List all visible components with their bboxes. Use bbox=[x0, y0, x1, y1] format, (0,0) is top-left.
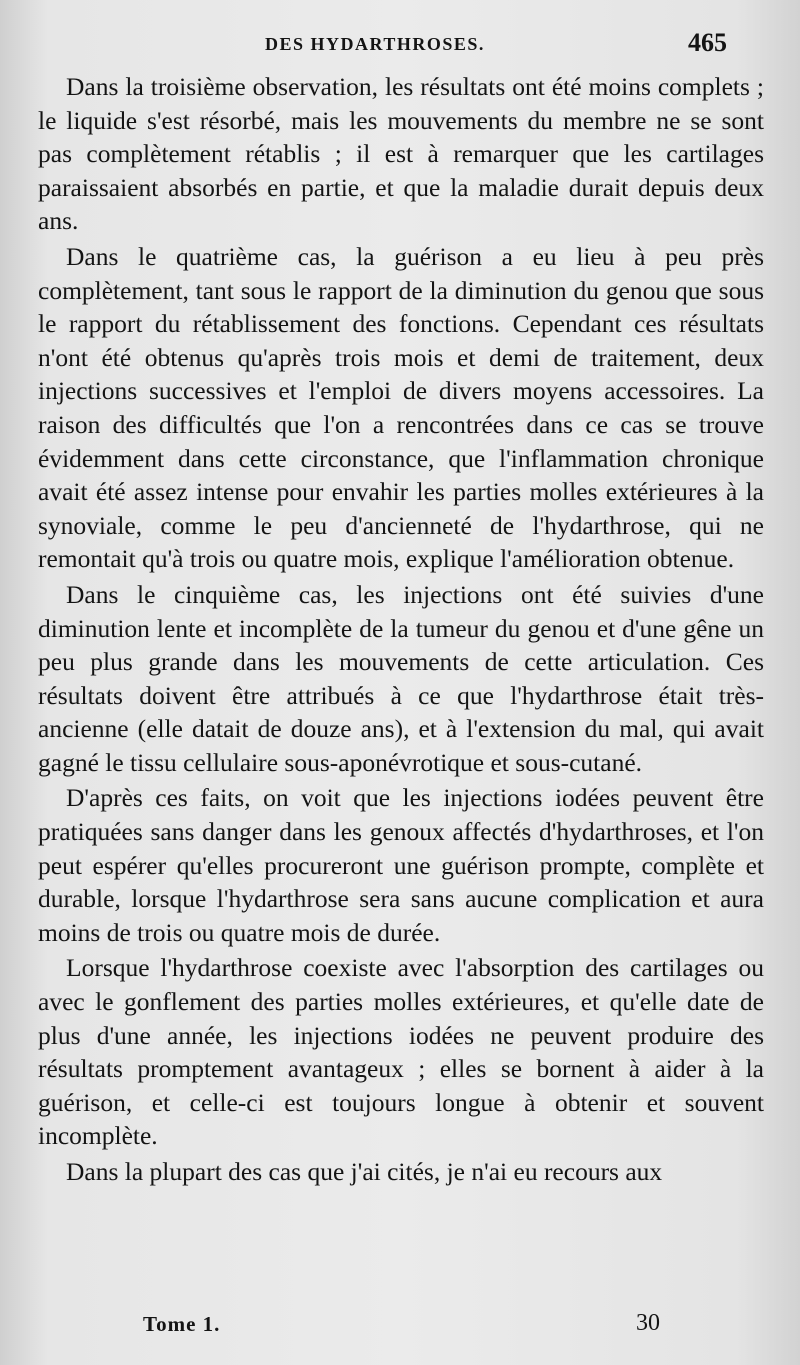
paragraph-fifth-case: Dans le cinquième cas, les injections ont été suivies d'une diminution lente et incomplète de la tumeur du genou et d'une gêne un peu plus grande dans les mouvements de cette articulation. Ces résultats doivent être attribués à ce que l'hydarthrose était très-ancienne (elle datait de douze ans), et à l'extension du mal, qui avait gagné le tissu cellulaire sous-aponévrotique et sous-cutané. bbox=[38, 579, 764, 777]
body-text bbox=[38, 70, 764, 1189]
paragraph-fourth-case: Dans le quatrième cas, la guérison a eu lieu à peu près complètement, tant sous le rapport de la diminution du genou que sous le rapport du rétablissement des fonctions. Cependant ces résultats n'ont été obtenus qu'après trois mois et demi de traitement, deux injections successives et l'emploi de divers moyens accessoires. La raison des difficultés que l'on a rencontrées dans ce cas se trouve évidemment dans cette circonstance, que l'inflammation chronique avait été assez intense pour envahir les parties molles extérieures à la synoviale, comme le peu d'ancienneté de l'hydarthrose, qui ne remontait qu'à trois ou quatre mois, explique l'amélioration obtenue. bbox=[38, 241, 764, 574]
signature-mark: 30 bbox=[636, 1310, 660, 1336]
page-number: 465 bbox=[688, 28, 727, 57]
paragraph-continuation: Dans la plupart des cas que j'ai cités, je n'ai eu recours aux bbox=[66, 1157, 663, 1186]
paragraph-conclusion: D'après ces faits, on voit que les injections iodées peuvent être pratiquées sans danger dans les genoux affectés d'hydarthroses, et l'on peut espérer qu'elles procureront une guérison prompte, complète et durable, lorsque l'hydarthrose sera sans aucune complication et aura moins de trois ou quatre mois de durée. bbox=[38, 783, 764, 947]
page-footer bbox=[0, 1312, 800, 1352]
running-head bbox=[0, 28, 800, 64]
running-title: DES HYDARTHROSES. bbox=[265, 34, 485, 54]
paragraph-complications: Lorsque l'hydarthrose coexiste avec l'absorption des cartilages ou avec le gonflement des parties molles extérieures, et qu'elle date de plus d'une année, les injections iodées ne peuvent produire des résultats promptement avantageux ; elles se bornent à aider à la guérison, et celle-ci est toujours longue à obtenir et souvent incomplète. bbox=[38, 953, 764, 1151]
volume-label: Tome 1. bbox=[143, 1312, 221, 1336]
paragraph-third-observation: Dans la troisième observation, les résultats ont été moins complets ; le liquide s'est résorbé, mais les mouvements du membre ne se sont pas complètement rétablis ; il est à remarquer que les cartilages paraissaient absorbés en partie, et que la maladie durait depuis deux ans. bbox=[38, 72, 764, 236]
